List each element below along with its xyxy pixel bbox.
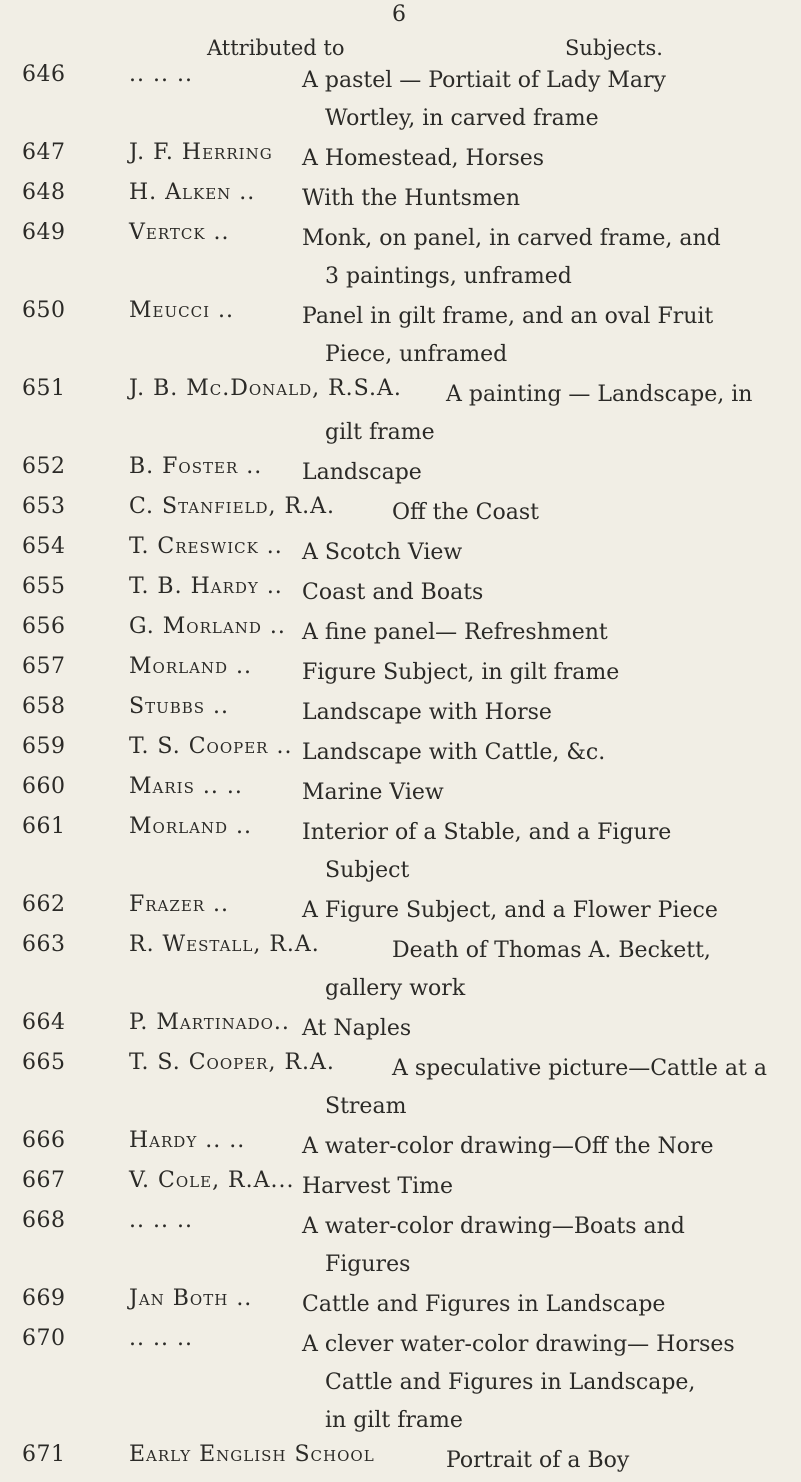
lot-number: 670 (22, 1326, 66, 1351)
lot-number: 658 (22, 694, 66, 719)
subject-line: A pastel — Portiait of Lady Mary (302, 68, 666, 93)
subject-text (302, 734, 792, 772)
lot-number: 655 (22, 574, 66, 599)
subject-text (302, 574, 792, 612)
catalogue-entry (0, 534, 801, 574)
subject-line: A speculative picture—Cattle at a (392, 1056, 767, 1081)
catalogue-entry (0, 932, 801, 1010)
artist-name: .. .. .. (129, 62, 193, 87)
subject-line: Landscape with Cattle, &c. (302, 740, 606, 765)
subject-text (302, 614, 792, 652)
artist-name: Vertck .. (129, 220, 230, 245)
subject-text (302, 1168, 792, 1206)
subject-text (302, 534, 792, 572)
lot-number: 664 (22, 1010, 66, 1035)
subject-line: Monk, on panel, in carved frame, and (302, 226, 721, 251)
catalogue-entry (0, 574, 801, 614)
subject-line: Off the Coast (392, 500, 540, 525)
attributed-to-heading: Attributed to (207, 36, 345, 60)
catalogue-entry (0, 694, 801, 734)
artist-name: J. F. Herring (129, 140, 273, 165)
lot-number: 669 (22, 1286, 66, 1311)
artist-name: T. B. Hardy .. (129, 574, 283, 599)
subject-line: With the Huntsmen (302, 186, 520, 211)
artist-name: Frazer .. (129, 892, 230, 917)
lot-number: 648 (22, 180, 66, 205)
subject-line: Interior of a Stable, and a Figure (302, 820, 672, 845)
lot-number: 647 (22, 140, 66, 165)
subject-text (302, 1326, 792, 1440)
subject-line: A painting — Landscape, in (446, 382, 753, 407)
catalogue-entry (0, 376, 801, 454)
catalogue-entry (0, 1010, 801, 1050)
lot-number: 671 (22, 1442, 66, 1467)
page-number: 6 (392, 2, 406, 27)
catalogue-entry (0, 1050, 801, 1128)
lot-number: 667 (22, 1168, 66, 1193)
subject-text (325, 1050, 792, 1126)
subject-text (302, 654, 792, 692)
subject-text (302, 694, 792, 732)
subject-line: Harvest Time (302, 1174, 453, 1199)
subject-text (302, 62, 792, 138)
subject-text (302, 220, 792, 296)
catalogue-entry (0, 140, 801, 180)
catalogue-entry (0, 1326, 801, 1442)
artist-name: T. S. Cooper, R.A. (129, 1050, 335, 1075)
artist-name: Morland .. (129, 814, 253, 839)
artist-name: R. Westall, R.A. (129, 932, 320, 957)
catalogue-entry (0, 298, 801, 376)
lot-number: 652 (22, 454, 66, 479)
lot-number: 650 (22, 298, 66, 323)
subject-line: Subject (325, 858, 410, 883)
subject-line: A Homestead, Horses (302, 146, 545, 171)
subject-line: gallery work (325, 976, 466, 1001)
lot-number: 657 (22, 654, 66, 679)
subject-line: A Figure Subject, and a Flower Piece (302, 898, 718, 923)
subject-text (392, 494, 792, 532)
subject-line: Death of Thomas A. Beckett, (392, 938, 711, 963)
artist-name: H. Alken .. (129, 180, 256, 205)
subject-text (302, 1128, 792, 1166)
artist-name: Maris .. .. (129, 774, 243, 799)
catalogue-entry (0, 62, 801, 140)
artist-name: Early English School (129, 1442, 375, 1467)
subject-line: A Scotch View (302, 540, 463, 565)
artist-name: J. B. Mc.Donald, R.S.A. (129, 376, 402, 401)
artist-name: C. Stanfield, R.A. (129, 494, 335, 519)
artist-name: Stubbs .. (129, 694, 230, 719)
subject-line: Figures (325, 1252, 411, 1277)
subject-text (302, 298, 792, 374)
lot-number: 665 (22, 1050, 66, 1075)
subject-line: A water-color drawing—Boats and (302, 1214, 685, 1239)
subject-line: Marine View (302, 780, 444, 805)
catalogue-entry (0, 1168, 801, 1208)
catalogue-entry (0, 454, 801, 494)
catalogue-entry (0, 1208, 801, 1286)
subject-line: in gilt frame (325, 1408, 463, 1433)
catalogue-entry (0, 494, 801, 534)
catalogue-entry (0, 220, 801, 298)
subject-line: A water-color drawing—Off the Nore (302, 1134, 714, 1159)
artist-name: Meucci .. (129, 298, 234, 323)
lot-number: 654 (22, 534, 66, 559)
subject-text (302, 1010, 792, 1048)
lot-number: 661 (22, 814, 66, 839)
subject-text (302, 774, 792, 812)
subject-line: gilt frame (325, 420, 435, 445)
subject-line: 3 paintings, unframed (325, 264, 572, 289)
catalogue-entry (0, 614, 801, 654)
subject-text (325, 932, 792, 1008)
artist-name: Morland .. (129, 654, 253, 679)
lot-number: 662 (22, 892, 66, 917)
subject-line: Wortley, in carved frame (325, 106, 599, 131)
lot-number: 663 (22, 932, 66, 957)
subject-line: Piece, unframed (325, 342, 508, 367)
subject-text (302, 1208, 792, 1284)
artist-name: B. Foster .. (129, 454, 263, 479)
subject-text (302, 140, 792, 178)
catalogue-entry (0, 180, 801, 220)
subject-line: Coast and Boats (302, 580, 484, 605)
subject-line: Panel in gilt frame, and an oval Fruit (302, 304, 714, 329)
artist-name: .. .. .. (129, 1208, 193, 1233)
subject-line: Figure Subject, in gilt frame (302, 660, 620, 685)
subject-text (302, 814, 792, 890)
catalogue-entry (0, 1128, 801, 1168)
artist-name: Jan Both .. (129, 1286, 253, 1311)
artist-name: P. Martinado.. (129, 1010, 290, 1035)
catalogue-entry (0, 1286, 801, 1326)
lot-number: 653 (22, 494, 66, 519)
subject-line: Portrait of a Boy (446, 1448, 630, 1473)
catalogue-entry (0, 774, 801, 814)
lot-number: 659 (22, 734, 66, 759)
lot-number: 668 (22, 1208, 66, 1233)
subject-line: Cattle and Figures in Landscape (302, 1292, 666, 1317)
subject-line: At Naples (302, 1016, 412, 1041)
subject-text (302, 1286, 792, 1324)
catalogue-entry (0, 892, 801, 932)
catalogue-entry (0, 1442, 801, 1482)
catalogue-list (0, 62, 801, 1482)
subject-text (302, 892, 792, 930)
subject-line: Landscape (302, 460, 422, 485)
lot-number: 651 (22, 376, 66, 401)
artist-name: T. Creswick .. (129, 534, 283, 559)
subject-line: A fine panel— Refreshment (302, 620, 608, 645)
catalogue-entry (0, 814, 801, 892)
subject-text (446, 1442, 796, 1480)
subject-text (302, 454, 792, 492)
lot-number: 660 (22, 774, 66, 799)
subject-line: Stream (325, 1094, 407, 1119)
lot-number: 656 (22, 614, 66, 639)
lot-number: 666 (22, 1128, 66, 1153)
artist-name: Hardy .. .. (129, 1128, 246, 1153)
lot-number: 649 (22, 220, 66, 245)
subject-text (302, 180, 792, 218)
artist-name: .. .. .. (129, 1326, 193, 1351)
artist-name: T. S. Cooper .. (129, 734, 293, 759)
artist-name: G. Morland .. (129, 614, 286, 639)
artist-name: V. Cole, R.A... (129, 1168, 295, 1193)
subject-line: A clever water-color drawing— Horses (302, 1332, 735, 1357)
subject-line: Landscape with Horse (302, 700, 552, 725)
lot-number: 646 (22, 62, 66, 87)
catalogue-entry (0, 654, 801, 694)
subject-line: Cattle and Figures in Landscape, (325, 1370, 696, 1395)
subjects-heading: Subjects. (565, 36, 663, 60)
subject-text (325, 376, 796, 452)
catalogue-entry (0, 734, 801, 774)
